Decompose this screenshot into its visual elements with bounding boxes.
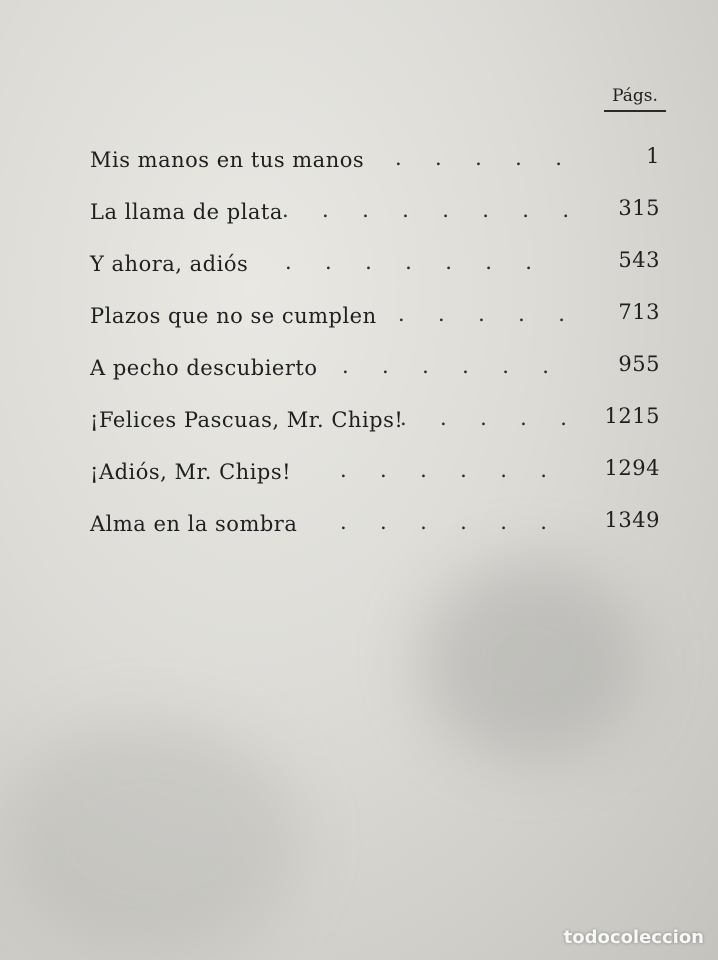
dot-leader: . . . . . . (340, 458, 547, 482)
dot-leader: . . . . . (398, 302, 565, 326)
watermark-logo: todocoleccion (563, 927, 704, 948)
pages-column-header: Págs. (604, 86, 666, 112)
dot-leader: . . . . . (395, 146, 562, 170)
dot-leader: . . . . . . . . (282, 198, 570, 222)
toc-entry-title: Y ahora, adiós (90, 252, 249, 276)
toc-entry-page: 315 (618, 196, 660, 220)
toc-entry-page: 955 (618, 352, 660, 376)
page-shadow (420, 560, 640, 760)
toc-entry (90, 192, 670, 244)
toc-entry (90, 296, 670, 348)
toc-entry-page: 1294 (604, 456, 660, 480)
toc-entry-page: 1349 (604, 508, 660, 532)
toc-entry-page: 1215 (604, 404, 660, 428)
toc-entry-title: A pecho descubierto (90, 356, 318, 380)
toc-entry (90, 452, 670, 504)
toc-entry-page: 1 (646, 144, 660, 168)
toc-entry-page: 543 (618, 248, 660, 272)
page-shadow (0, 720, 300, 960)
toc-entry-title: La llama de plata (90, 200, 283, 224)
dot-leader: . . . . . (400, 406, 567, 430)
toc-entry (90, 140, 670, 192)
toc-entry (90, 400, 670, 452)
toc-entry-page: 713 (618, 300, 660, 324)
toc-entry-title: ¡Adiós, Mr. Chips! (90, 460, 292, 484)
table-of-contents (90, 140, 670, 556)
toc-entry (90, 348, 670, 400)
toc-entry (90, 504, 670, 556)
dot-leader: . . . . . . (340, 510, 547, 534)
toc-entry-title: ¡Felices Pascuas, Mr. Chips! (90, 408, 404, 432)
dot-leader: . . . . . . . (285, 250, 532, 274)
toc-entry-title: Alma en la sombra (90, 512, 298, 536)
toc-entry (90, 244, 670, 296)
dot-leader: . . . . . . (342, 354, 549, 378)
toc-entry-title: Mis manos en tus manos (90, 148, 365, 172)
toc-entry-title: Plazos que no se cumplen (90, 304, 377, 328)
